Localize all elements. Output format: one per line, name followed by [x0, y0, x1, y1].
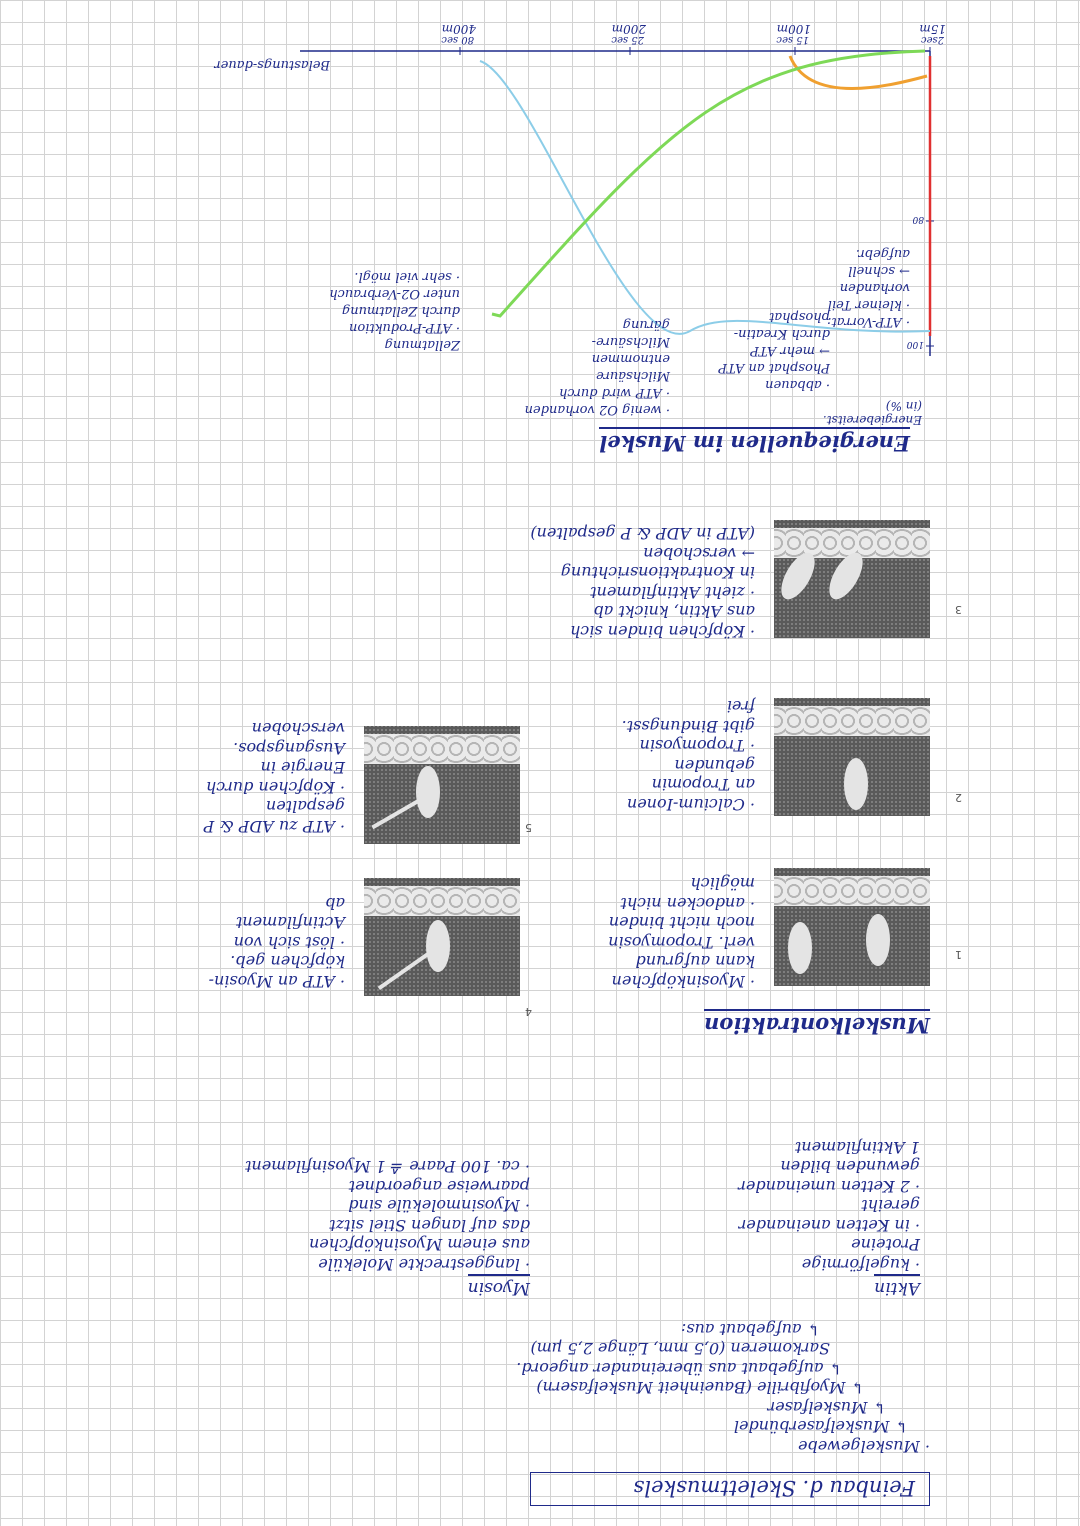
energy-heading: Energiequellen im Muskel [599, 427, 910, 456]
step-number: 3 [955, 603, 962, 616]
step2-right-line: Ausgangspos. [233, 739, 345, 758]
atp-note-line: → schnell [848, 263, 910, 278]
kp-note-line: durch Kreatin- [733, 326, 830, 341]
glycolysis-note-line: · wenig O2 vorhanden [524, 402, 670, 417]
step2-right-line: Energie in [260, 758, 345, 778]
actin-line: gewunden bilden [780, 1157, 920, 1177]
x-tick-time: 80 sec [441, 34, 474, 45]
atp-note-line: · kleiner Teil [827, 297, 910, 312]
step1-right-line: köpfchen geb. [230, 952, 345, 972]
myosin-line: das auf langen Stiel sitzt [329, 1216, 530, 1235]
hierarchy-line: Sarkomeren (0,5 mm, Länge 2,5 µm) [530, 1339, 830, 1359]
atp-note-line: aufgebr. [855, 246, 910, 261]
glycolysis-note-line: Milchsäure [596, 368, 670, 383]
kp-note-line: → mehr ATP [750, 343, 830, 358]
step2-right-line: verschoben [251, 719, 345, 739]
actin-line: · kugelförmige [801, 1255, 920, 1274]
step3-line: ans Aktin, knickt ab [593, 602, 755, 622]
step2-right-line: · Köpfchen durch [205, 778, 345, 797]
actin-line: · 2 Ketten umeinander [738, 1177, 920, 1196]
kp-note-line: Phosphat an ATP [718, 360, 830, 375]
x-tick-time: 25 sec [611, 34, 644, 45]
y-axis-label: (in %) [885, 399, 922, 413]
hierarchy-line: ↳ Muskelfaserbündel [733, 1417, 908, 1437]
step-number: 4 [525, 1005, 532, 1018]
step1-right-line: ab [325, 894, 345, 913]
myosin-line: paarweise angeordnet [348, 1177, 530, 1196]
step3-text [530, 524, 755, 641]
atp-note-line: vorhanden [839, 280, 910, 295]
x-axis-label: Belastungs-dauer [214, 57, 330, 72]
step1-left-line: verl. Tropomyosin [608, 933, 755, 952]
hierarchy-line: ↳ aufgebaut aus: [680, 1320, 820, 1339]
actin-line: · in Ketten aneinander [738, 1216, 920, 1235]
step3-line: → verschoben [643, 544, 755, 563]
step-number: 5 [525, 821, 532, 834]
myosin-line: · Myosinmoleküle sind [348, 1196, 530, 1216]
step2-left-line: gibt Bindungsst. [621, 717, 755, 736]
step2-left-line: gebunden [674, 756, 755, 775]
cell-respiration-note-line: · ATP-Produktion [349, 320, 460, 335]
x-tick-distance: 400m [441, 22, 476, 36]
actin-list [738, 1138, 920, 1275]
step2-left-micrograph [774, 698, 930, 816]
x-tick-time: 2sec [920, 34, 944, 45]
step1-left-line: kann aufgrund [635, 952, 755, 972]
myosin-line: · langgestreckte Moleküle [318, 1255, 530, 1274]
energy-chart [130, 22, 946, 427]
myosin-list [245, 1157, 530, 1274]
y-axis-label: Energiebereitst. [822, 413, 922, 427]
step1-right-line: Actinfilament [235, 913, 345, 933]
kp-curve [790, 56, 927, 89]
step3-micrograph [774, 520, 930, 638]
actin-block [738, 1138, 920, 1299]
x-tick-distance: 100m [776, 22, 811, 36]
step1-right-line: · löst sich von [233, 933, 345, 952]
cell-respiration-note-line: durch Zellatmung [341, 303, 460, 318]
kp-note-line: phosphat [769, 309, 830, 324]
glycolysis-note-line: · ATP wird durch [558, 385, 670, 400]
actin-line: gereiht [861, 1196, 920, 1216]
actin-heading: Aktin [874, 1274, 920, 1298]
step1-right-micrograph [364, 878, 520, 996]
page-title: Feinbau d. Skelettmuskels [530, 1472, 930, 1506]
step2-right-text [203, 719, 345, 836]
step-number: 2 [955, 791, 962, 804]
step3-line: in Kontraktionsrichtung [560, 563, 755, 583]
step1-right-text [209, 894, 345, 992]
step3-line: (ATP in ADP & P gespalten) [530, 524, 755, 544]
myosin-line: · ca. 100 Paare ≙ 1 Myosinfilament [245, 1157, 530, 1177]
x-tick-distance: 15m [919, 22, 946, 36]
step-number: 1 [955, 948, 962, 961]
glycolysis-note-line: Milchsäure- [591, 334, 670, 349]
step3-line: · Köpfchen binden sich [570, 622, 755, 641]
hierarchy-list [516, 1320, 930, 1457]
step2-right-micrograph [364, 726, 520, 844]
hierarchy-line: ↳ Myofibrille (Baueinheit Muskelfasern) [536, 1378, 864, 1398]
x-tick-time: 15 sec [776, 34, 809, 45]
contraction-heading: Muskelkontraktion [704, 1009, 930, 1038]
step1-left-text [608, 874, 755, 991]
glycolysis-note-line: gärung [622, 317, 670, 332]
cell-respiration-note-line: unter O2-Verbrauch [329, 286, 460, 301]
step1-left-line: · Myosinköpfchen [611, 972, 755, 991]
myosin-block [245, 1157, 530, 1298]
step1-right-line: · ATP an Myosin- [208, 972, 345, 991]
actin-line: Proteine [851, 1235, 920, 1255]
cell-respiration-note-line: · sehr viel mögl. [354, 269, 460, 284]
step2-left-text [622, 697, 755, 814]
hierarchy-line: · Muskelgewebe [798, 1437, 930, 1456]
hierarchy-line: ↳ aufgebaut aus übereinander angeord. [516, 1359, 842, 1378]
step3-line: · zieht Aktinfilament [590, 583, 755, 602]
step2-right-line: gespalten [265, 797, 345, 817]
y-tick-label: 80 [912, 214, 924, 224]
y-tick-label: 100 [906, 339, 924, 349]
step1-left-line: noch nicht binden [608, 913, 755, 933]
actin-line: 1 Aktinfilament [794, 1138, 920, 1157]
step2-left-line: an Tropomin [651, 775, 755, 795]
step2-right-line: · ATP zu ADP & P [203, 817, 345, 836]
hierarchy-line: ↳ Muskelfaser [767, 1398, 886, 1417]
step1-left-micrograph [774, 868, 930, 986]
step1-left-line: möglich [690, 874, 755, 894]
myosin-line: aus einem Myosinköpfchen [309, 1235, 530, 1255]
step2-left-line: frei [726, 697, 755, 717]
cell-respiration-note-line: Zellatmung [384, 337, 460, 352]
step1-left-line: · andocken nicht [620, 894, 755, 913]
x-tick-distance: 200m [611, 22, 646, 36]
atp-note-line: · ATP-Vorrat: [827, 314, 910, 329]
step2-left-line: · Tropomyosin [639, 736, 755, 756]
glycolysis-note-line: entnommen [591, 351, 670, 366]
myosin-heading: Myosin [468, 1274, 530, 1298]
kp-note-line: · abbauen [765, 377, 830, 392]
step2-left-line: · Calcium-Ionen [626, 795, 755, 814]
